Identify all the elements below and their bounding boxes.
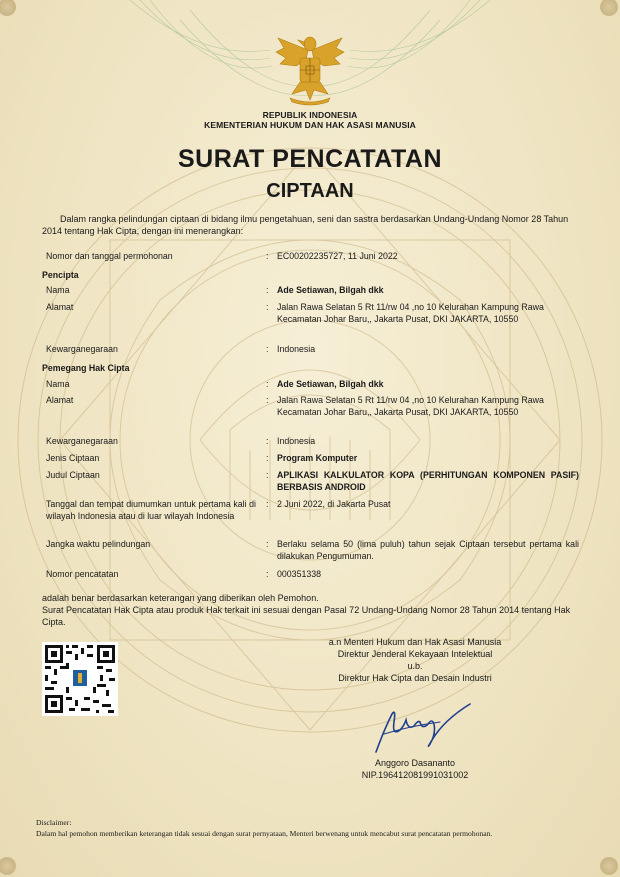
garuda-crest-icon xyxy=(270,30,350,108)
signature-line-4: Direktur Hak Cipta dan Desain Industri xyxy=(338,673,492,683)
creator-name-label: Nama xyxy=(46,285,70,295)
corner-ornament-br xyxy=(598,855,620,877)
signature-line-2: Direktur Jenderal Kekayaan Intelektual xyxy=(337,649,493,659)
signer-name: Anggoro Dasananto xyxy=(374,758,456,768)
publication-label: Tanggal dan tempat diumumkan untuk pertama kali di wilayah Indonesia atau di luar wilayah Indonesia xyxy=(46,499,256,521)
holder-nationality-value: Indonesia xyxy=(277,436,316,446)
publication-value: 2 Juni 2022, di Jakarta Pusat xyxy=(277,499,391,509)
corner-ornament-bl xyxy=(0,855,18,877)
intro-paragraph: Dalam rangka pelindungan ciptaan di bidang ilmu pengetahuan, seni dan sastra berdasarkan Undang-Undang Nomor 28 Tahun 2014 tentang Hak Cipta, dengan ini menerangkan: xyxy=(42,214,569,236)
creator-address-label: Alamat xyxy=(46,302,74,312)
corner-ornament-tr xyxy=(598,0,620,18)
protection-label: Jangka waktu pelindungan xyxy=(46,539,151,549)
colon: : xyxy=(266,251,269,261)
page-title: SURAT PENCATATAN xyxy=(178,145,442,173)
header-republic: REPUBLIK INDONESIA xyxy=(262,110,358,120)
holder-nationality-label: Kewarganegaraan xyxy=(46,436,118,446)
creator-nationality-label: Kewarganegaraan xyxy=(46,344,118,354)
application-value: EC00202235727, 11 Juni 2022 xyxy=(277,251,398,261)
disclaimer-title: Disclaimer: xyxy=(36,818,72,827)
page-subtitle: CIPTAAN xyxy=(266,180,354,202)
holder-name-label: Nama xyxy=(46,379,70,389)
colon: : xyxy=(266,539,269,549)
colon: : xyxy=(266,379,269,389)
colon: : xyxy=(266,344,269,354)
creator-section-heading: Pencipta xyxy=(42,270,79,280)
colon: : xyxy=(266,569,269,579)
header-ministry: KEMENTERIAN HUKUM DAN HAK ASASI MANUSIA xyxy=(204,120,416,130)
work-type-label: Jenis Ciptaan xyxy=(46,453,100,463)
colon: : xyxy=(266,470,269,480)
colon: : xyxy=(266,436,269,446)
legal-basis: Surat Pencatatan Hak Cipta atau produk Hak terkait ini sesuai dengan Pasal 72 Undang-Undang Nomor 28 Tahun 2014 tentang Hak Cipta. xyxy=(42,605,571,627)
signature-line-3: u.b. xyxy=(407,661,423,671)
handwritten-signature xyxy=(370,700,480,760)
application-label: Nomor dan tanggal permohonan xyxy=(46,251,173,261)
record-number-value: 000351338 xyxy=(277,569,322,579)
disclaimer-text: Dalam hal pemohon memberikan keterangan tidak sesuai dengan surat pernyataan, Menteri berwenang untuk mencabut surat pencatatan permohonan. xyxy=(36,829,493,838)
holder-address-label: Alamat xyxy=(46,395,74,405)
colon: : xyxy=(266,453,269,463)
work-title-label: Judul Ciptaan xyxy=(46,470,100,480)
work-title-value: APLIKASI KALKULATOR KOPA (PERHITUNGAN KOMPONEN PASIF) BERBASIS ANDROID xyxy=(277,470,579,492)
work-type-value: Program Komputer xyxy=(277,453,358,463)
creator-address-value: Jalan Rawa Selatan 5 Rt 11/rw 04 ,no 10 Kelurahan Kampung Rawa Kecamatan Johar Baru,, Jakarta Pusat, DKI JAKARTA, 10550 xyxy=(277,302,544,324)
holder-section-heading: Pemegang Hak Cipta xyxy=(42,363,130,373)
record-number-label: Nomor pencatatan xyxy=(46,569,119,579)
holder-name-value: Ade Setiawan, Bilgah dkk xyxy=(277,379,384,389)
colon: : xyxy=(266,285,269,295)
creator-nationality-value: Indonesia xyxy=(277,344,316,354)
colon: : xyxy=(266,395,269,405)
colon: : xyxy=(266,499,269,509)
colon: : xyxy=(266,302,269,312)
signer-nip: NIP.196412081991031002 xyxy=(361,770,469,780)
signature-line-1: a.n Menteri Hukum dan Hak Asasi Manusia xyxy=(328,637,502,647)
holder-address-value: Jalan Rawa Selatan 5 Rt 11/rw 04 ,no 10 Kelurahan Kampung Rawa Kecamatan Johar Baru,, Jakarta Pusat, DKI JAKARTA, 10550 xyxy=(277,395,544,417)
qr-code xyxy=(42,642,118,716)
closing-statement: adalah benar berdasarkan keterangan yang diberikan oleh Pemohon. xyxy=(42,593,319,603)
protection-value: Berlaku selama 50 (lima puluh) tahun sejak Ciptaan tersebut pertama kali dilakukan Pengumuman. xyxy=(277,539,579,561)
corner-ornament-tl xyxy=(0,0,18,18)
creator-name-value: Ade Setiawan, Bilgah dkk xyxy=(277,285,384,295)
